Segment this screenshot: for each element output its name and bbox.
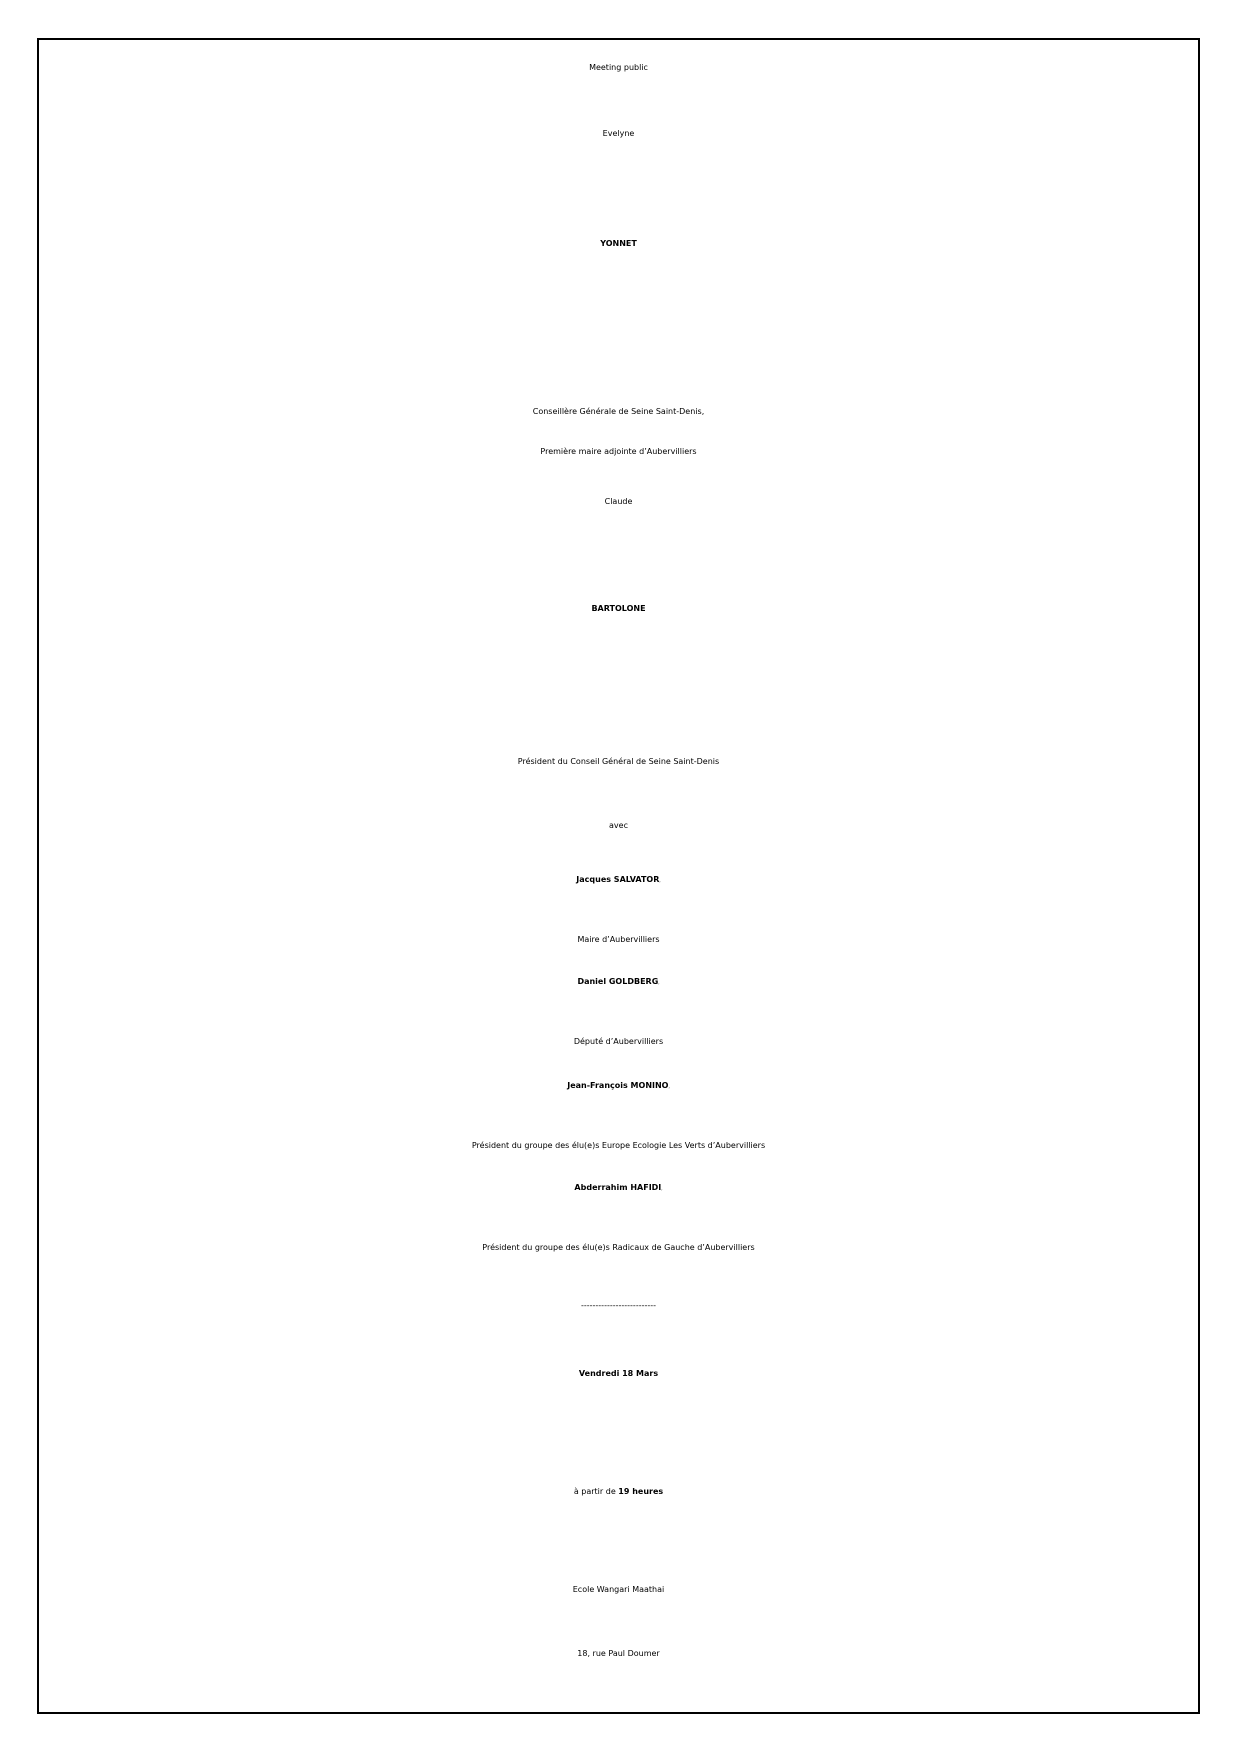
event-time-value: 19 heures — [618, 1487, 664, 1496]
event-address: 18, rue Paul Doumer — [577, 1649, 660, 1658]
separator: -------------------------- — [580, 1301, 657, 1310]
guest-name: Abderrahim HAFIDI, — [574, 1183, 663, 1192]
guest-comma: , — [668, 1084, 670, 1089]
event-time — [37, 1488, 1200, 1496]
guest-comma: , — [661, 1186, 663, 1191]
guest-comma: , — [658, 980, 660, 985]
guest-role: Président du groupe des élu(e)s Europe Ecologie Les Verts d’Aubervilliers — [471, 1141, 766, 1150]
event-time-prefix: à partir de — [573, 1487, 619, 1496]
event-date: Vendredi 18 Mars — [578, 1369, 659, 1378]
speaker-role-line1: Conseillère Générale de Seine Saint-Denis, — [532, 407, 705, 416]
event-venue: Ecole Wangari Maathai — [572, 1585, 665, 1594]
speaker2-first-name: Claude — [604, 497, 633, 506]
speaker-role-line2: Première maire adjointe d’Aubervilliers — [540, 447, 697, 456]
speaker2-last-name: BARTOLONE — [591, 604, 646, 613]
guest-role: Président du groupe des élu(e)s Radicaux de Gauche d’Aubervilliers — [482, 1243, 755, 1252]
event-type: Meeting public — [589, 63, 648, 72]
guest-role: Maire d’Aubervilliers — [577, 935, 660, 944]
guest-comma: , — [659, 878, 661, 883]
guest-name: Daniel GOLDBERG, — [577, 977, 660, 986]
speaker2-role: Président du Conseil Général de Seine Saint-Denis — [517, 757, 720, 766]
speaker-last-name: YONNET — [600, 239, 637, 248]
speaker-first-name: Evelyne — [602, 129, 635, 138]
with-label: avec — [609, 821, 628, 830]
guest-name: Jacques SALVATOR, — [576, 875, 661, 884]
guest-role: Député d’Aubervilliers — [573, 1037, 664, 1046]
guest-name: Jean-François MONINO, — [567, 1081, 670, 1090]
